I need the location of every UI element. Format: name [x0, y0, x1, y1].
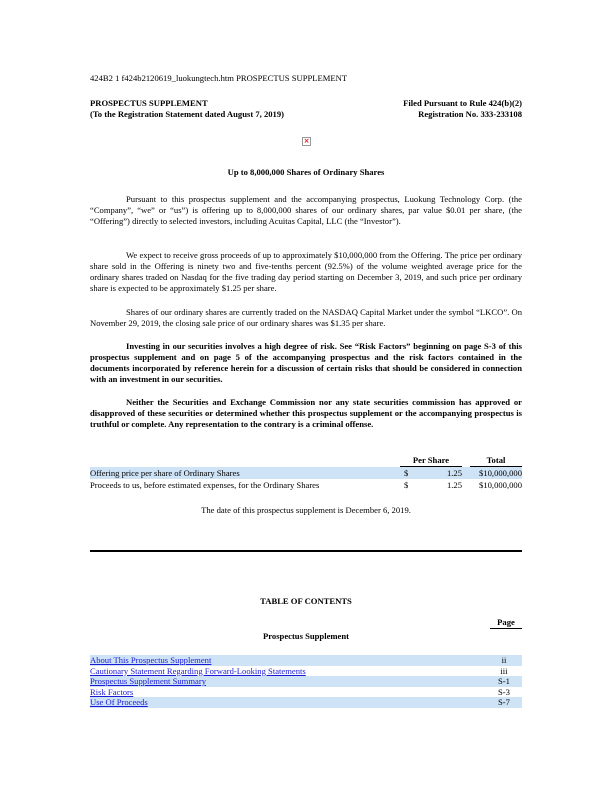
- toc-item: [90, 697, 522, 708]
- toc-title: TABLE OF CONTENTS: [260, 596, 352, 606]
- per-share-value: 1.25: [416, 467, 462, 480]
- paragraph-offering: Pursuant to this prospectus supplement and the accompanying prospectus, Luokung Technology Corp. (the “Company”, “we” or “us”) is offering up to 8,000,000 shares of our ordinary shares, par value $0.01 per share, (the “Offering”) directly to selected investors, including Acuitas Capital, LLC (the “Investor”).: [90, 194, 522, 226]
- toc-page-header: Page: [490, 617, 522, 629]
- toc-link-cautionary[interactable]: Cautionary Statement Regarding Forward-Looking Statements: [90, 665, 306, 676]
- registration-number: Registration No. 333-233108: [418, 109, 522, 119]
- toc-list: [90, 655, 522, 708]
- paragraph-sec-disclaimer: Neither the Securities and Exchange Commission nor any state securities commission has approved or disapproved of these securities or determined whether this prospectus supplement or the accompanying prospectus is truthful or complete. Any representation to the contrary is a criminal offense.: [90, 397, 522, 429]
- row-label: Proceeds to us, before estimated expenses, for the Ordinary Shares: [90, 480, 320, 490]
- toc-page-number: S-1: [498, 676, 510, 686]
- supplement-date: The date of this prospectus supplement is December 6, 2019.: [201, 505, 411, 515]
- offering-table: [90, 454, 522, 491]
- toc-item: [90, 655, 522, 666]
- per-share-value: 1.25: [446, 480, 462, 490]
- paragraph-trading: Shares of our ordinary shares are currently traded on the NASDAQ Capital Market under the symbol “LKCO”. On November 29, 2019, the closing sale price of our ordinary shares was $1.35 per share.: [90, 307, 522, 328]
- document-header: 424B2 1 f424b2120619_luokungtech.htm PROSPECTUS SUPPLEMENT: [90, 73, 348, 83]
- toc-page-number: iii: [500, 665, 508, 676]
- currency-symbol: $: [400, 467, 416, 480]
- total-value: $10,000,000: [470, 467, 522, 480]
- toc-page-number: ii: [501, 655, 507, 665]
- offering-title: Up to 8,000,000 Shares of Ordinary Shares: [227, 167, 385, 177]
- per-share-header: Per Share: [400, 454, 462, 467]
- offering-table-header: [90, 454, 522, 467]
- filing-info: [403, 98, 522, 120]
- broken-image-icon: [302, 137, 311, 146]
- toc-item: [90, 666, 522, 677]
- filing-rule: Filed Pursuant to Rule 424(b)(2): [403, 98, 522, 108]
- toc-item: [90, 687, 522, 698]
- toc-link-use-of-proceeds[interactable]: Use Of Proceeds: [90, 697, 148, 707]
- paragraph-risk: Investing in our securities involves a high degree of risk. See “Risk Factors” beginning on page S-3 of this prospectus supplement and on page 5 of the accompanying prospectus and the risk factors contained in the documents incorporated by reference herein for a discussion of certain risks that should be considered in connection with an investment in our securities.: [90, 341, 522, 384]
- row-label: Offering price per share of Ordinary Shares: [90, 467, 400, 480]
- total-value: $10,000,000: [479, 480, 522, 490]
- currency-symbol: $: [404, 480, 409, 490]
- toc-item: [90, 676, 522, 687]
- toc-link-summary[interactable]: Prospectus Supplement Summary: [90, 676, 207, 686]
- toc-page-number: S-7: [498, 697, 510, 707]
- registration-statement-date: (To the Registration Statement dated August 7, 2019): [90, 109, 284, 119]
- supplement-heading: [90, 98, 284, 120]
- paragraph-proceeds: We expect to receive gross proceeds of up to approximately $10,000,000 from the Offering. The price per ordinary share sold in the Offering is ninety two and five-tenths percent (92.5%) of the volume weighted average price for the ordinary shares traded on Nasdaq for the five trading day period starting on December 3, 2019, and such price per ordinary share is expected to be approximately $1.25 per share.: [90, 250, 522, 293]
- offering-header-blank: [90, 454, 400, 467]
- table-row: [90, 467, 522, 480]
- supplement-label: PROSPECTUS SUPPLEMENT: [90, 98, 208, 108]
- toc-subtitle: Prospectus Supplement: [262, 631, 350, 641]
- table-row: [90, 479, 522, 491]
- toc-link-about[interactable]: About This Prospectus Supplement: [90, 655, 212, 665]
- broken-image-glyph: ×: [303, 137, 310, 145]
- toc-page-number: S-3: [498, 686, 510, 697]
- toc-link-risk-factors[interactable]: Risk Factors: [90, 686, 134, 697]
- total-header: Total: [470, 454, 522, 467]
- section-divider: [90, 550, 522, 552]
